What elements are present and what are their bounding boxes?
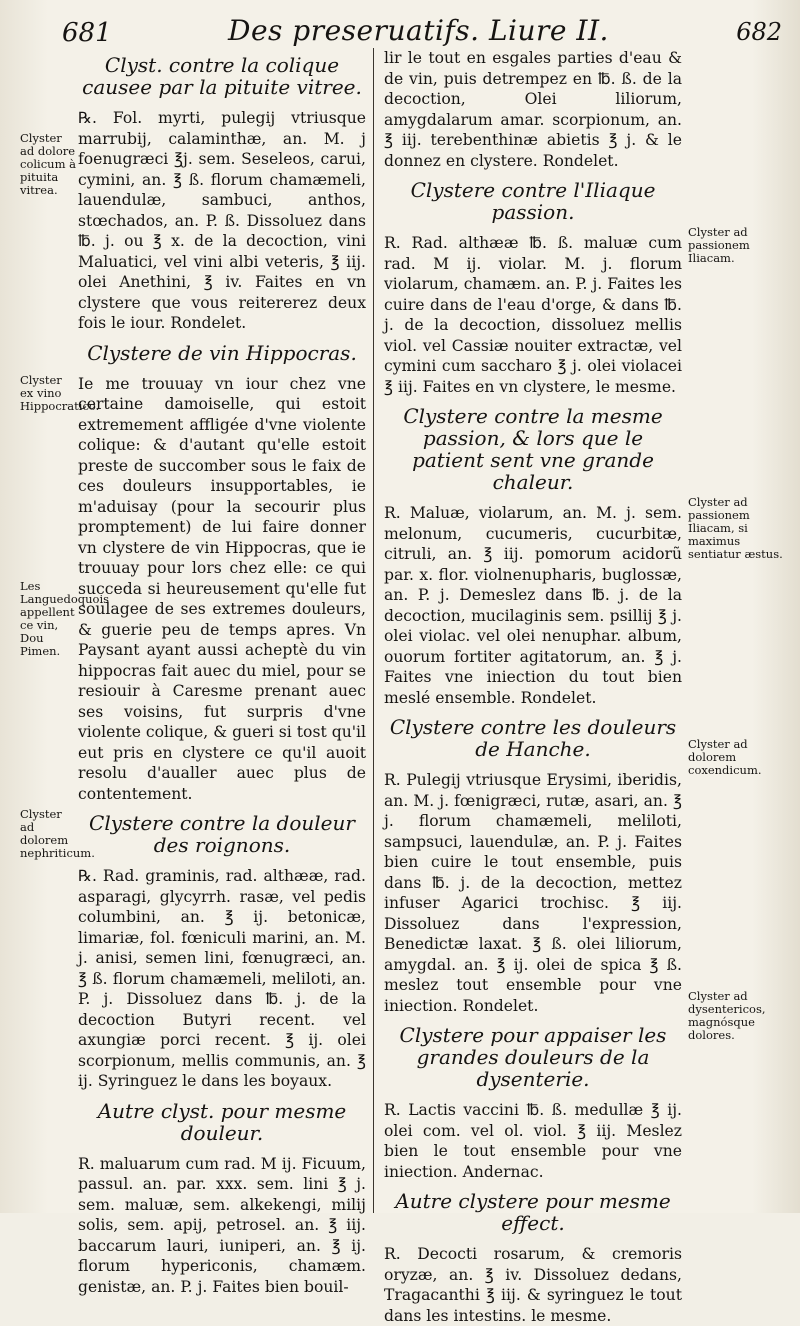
section-text: R. Pulegij vtriusque Erysimi, iberidis, an. M. j. fœnigræci, rutæ, asari, an. ℥ j. florum chamæmeli, meliloti, sampsuci, lauendulæ, an. P. j. Faites bien cuire le tout ensemble, puis dans ℔. j. de la decoction, mettez infuser Agarici trochisc. ℥ iij. Dissoluez dans l'expression, Benedictæ laxat. ℥ ß. olei liliorum, amygdal. an. ℥ ij. olei de spica ℥ ß. meslez tout ensemble pour vne iniection. Rondelet. bbox=[384, 771, 682, 1015]
margin-note-left-2: Clyster ex vino Hippocratico. bbox=[20, 373, 100, 413]
section-text: ℞. Fol. myrti, pulegij vtriusque marrubij, calaminthæ, an. M. j foenugræci ℥j. sem. Seseleos, carui, cymini, an. ℥ ß. florum chamæmeli, lauendulæ, sambuci, anthos, stœchados, an. P. ß. Dissoluez dans ℔. j. ou ℥ x. de la decoction, vini Maluatici, vel vini albi veteris, ℥ iij. olei Anethini, ℥ iv. Faites en vn clystere que vous reitererez deux fois le iour. Rondelet. bbox=[78, 109, 366, 332]
section-text: R. maluarum cum rad. M ij. Ficuum, passul. an. par. xxx. sem. lini ℥ j. sem. maluæ, sem. alkekengi, milij solis, sem. apij, petrosel. an. ℥ iij. baccarum lauri, iuniperi, an. ℥ ij. florum hypericonis, chamæm. genistæ, an. P. j. Faites bien bouil- bbox=[78, 1154, 366, 1296]
running-header bbox=[0, 8, 800, 48]
left-column bbox=[78, 48, 366, 1297]
right-column bbox=[384, 48, 682, 1326]
page-number-left: 681 bbox=[62, 18, 112, 48]
section-heading: Autre clyst. pour mesme douleur. bbox=[97, 1098, 347, 1145]
margin-note-left-1: Clyster ad dolore colicum à pituita vitrea. bbox=[20, 131, 76, 197]
section-text: R. Rad. althææ ℔. ß. maluæ cum rad. M ij. violar. M. j. florum violarum, chamæm. an. P. j. Faites les cuire dans de l'eau d'orge, & dans ℔. j. de la decoction, dissoluez mellis viol. vel Cassiæ nouiter extractæ, vel cymini cum saccharo ℥ j. olei violacei ℥ iij. Faites en vn clystere, le mesme. bbox=[384, 234, 682, 396]
section-text: lir le tout en esgales parties d'eau & de vin, puis detrempez en ℔. ß. de la decoction, Olei liliorum, amygdalarum amar. scorpionum, an. ℥ iij. terebenthinæ abietis ℥ j. & le donnez en clystere. Rondelet. bbox=[384, 49, 682, 170]
margin-note-right-1: Clyster ad passionem Iliacam. bbox=[688, 225, 750, 265]
section-text: R. Decocti rosarum, & cremoris oryzæ, an. ℥ iv. Dissoluez dedans, Tragacanthi ℥ iij. & syringuez le tout dans les intestins. le mesme. bbox=[384, 1245, 682, 1325]
section-text: R. Maluæ, violarum, an. M. j. sem. melonum, cucumeris, cucurbitæ, citruli, an. ℥ iij. pomorum acidorũ par. x. flor. violnenupharis, buglossæ, an. P. j. Demeslez dans ℔. j. de la decoction, mucilaginis sem. psillij ℥ j. olei violac. vel olei nenuphar. album, ouorum fortiter agitatorum, an. ℥ j. Faites vne iniection du tout bien meslé ensemble. Rondelet. bbox=[384, 504, 682, 707]
section-heading: Clystere contre l'Iliaque passion. bbox=[410, 178, 656, 224]
section-text: R. Lactis vaccini ℔. ß. medullæ ℥ ij. olei com. vel ol. viol. ℥ iij. Meslez bien le tout ensemble pour vne iniection. Andernac. bbox=[384, 1101, 682, 1181]
margin-note-left-3: Les Languedoquois appellent ce vin, Dou Pimen. bbox=[20, 579, 110, 658]
section-heading: Clyst. contre la colique causee par la pituite vitree. bbox=[82, 53, 362, 99]
section-heading: Clystere contre la douleur des roignons. bbox=[89, 811, 355, 857]
section-heading: Clystere contre les douleurs de Hanche. bbox=[389, 715, 677, 761]
section-text: ℞. Rad. graminis, rad. althææ, rad. asparagi, glycyrrh. rasæ, vel pedis columbini, an. ℥ ij. betonicæ, limariæ, fol. fœniculi marini, an. M. j. anisi, semen lini, fœnugræci, an. ℥ ß. florum chamæmeli, meliloti, an. P. j. Dissoluez dans ℔. j. de la decoction Butyri recent. vel axungiæ porci recent. ℥ ij. olei scorpionum, mellis communis, an. ℥ ij. Syringuez le dans les boyaux. bbox=[78, 867, 366, 1090]
section-text: Ie me trouuay vn iour chez vne certaine damoiselle, qui estoit extremement affligée d'vne violente colique: & d'autant qu'elle estoit preste de succomber sous le faix de ces douleurs insupportables, ie m'aduisay (pour la secourir plus promptement) de lui faire donner vn clystere de vin Hippocras, que ie trouuay pour lors chez elle: ce qui succeda si heureusement qu'elle fut soulagee de ses extremes douleurs, & guerie peu de temps apres. Vn Paysant ayant aussi acheptè du vin hippocras fait auec du miel, pour se resiouir à Caresme prenant auec ses voisins, fut surpris d'vne violente colique, & gueri si tost qu'il eut pris en clystere ce qu'il auoit resolu d'aualler auec plus de contentement. bbox=[78, 374, 366, 803]
section-heading: Clystere contre la mesme passion, & lors que le patient sent vne grande chaleur. bbox=[403, 404, 663, 494]
running-title: Des preseruatifs. Liure II. bbox=[228, 14, 609, 47]
section-heading: Autre clystere pour mesme effect. bbox=[395, 1189, 671, 1235]
margin-note-right-4: Clyster ad dysentericos, magnósque dolores. bbox=[688, 989, 766, 1042]
section-heading: Clystere pour appaiser les grandes douleurs de la dysenterie. bbox=[399, 1023, 667, 1091]
margin-note-right-2: Clyster ad passionem Iliacam, si maximus sentiatur æstus. bbox=[688, 495, 783, 561]
page-number-right: 682 bbox=[736, 18, 782, 46]
column-divider bbox=[373, 48, 374, 1213]
section-heading: Clystere de vin Hippocras. bbox=[87, 340, 357, 365]
margin-note-right-3: Clyster ad dolorem coxendicum. bbox=[688, 737, 762, 777]
margin-note-left-4: Clyster ad dolorem nephriticum. bbox=[20, 807, 95, 860]
